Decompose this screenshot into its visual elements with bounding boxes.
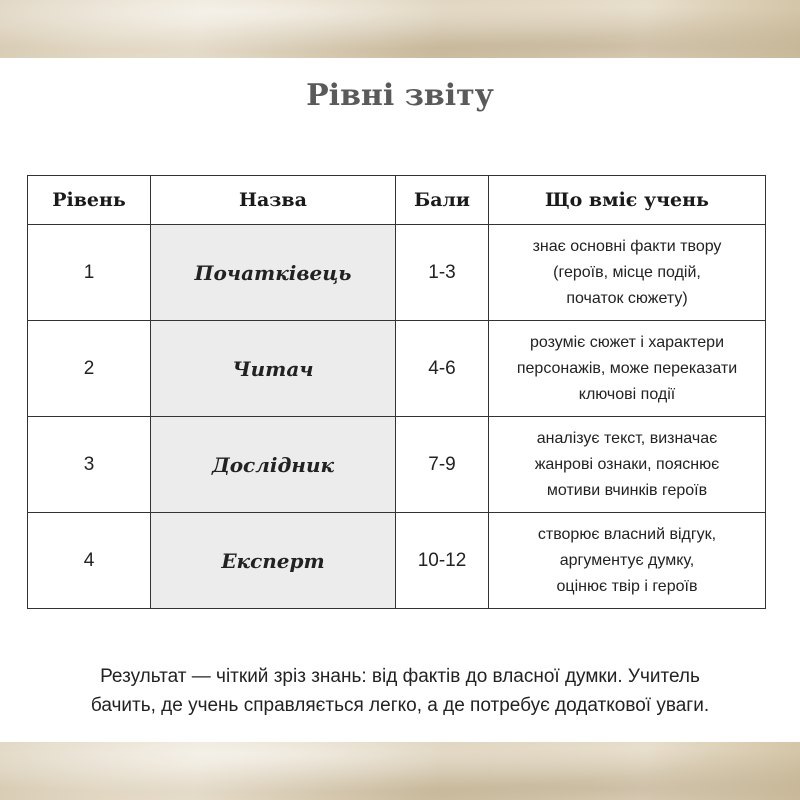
table-row bbox=[28, 417, 766, 513]
skills-cell bbox=[489, 417, 766, 513]
level-name-cell: Початківець bbox=[151, 225, 396, 321]
level-name-cell: Читач bbox=[151, 321, 396, 417]
skills-cell bbox=[489, 225, 766, 321]
points-cell: 1-3 bbox=[396, 225, 489, 321]
level-name-cell: Експерт bbox=[151, 513, 396, 609]
table-header-row bbox=[28, 176, 766, 225]
header-level: Рівень bbox=[28, 176, 151, 225]
header-skills: Що вміє учень bbox=[489, 176, 766, 225]
skills-line: аргументує думку, bbox=[559, 551, 695, 569]
table-row bbox=[28, 321, 766, 417]
decorative-band-bottom bbox=[0, 742, 800, 800]
level-cell: 2 bbox=[28, 321, 151, 417]
points-cell: 7-9 bbox=[396, 417, 489, 513]
skills-cell bbox=[489, 513, 766, 609]
header-points: Бали bbox=[396, 176, 489, 225]
points-cell: 10-12 bbox=[396, 513, 489, 609]
summary-line: Результат — чіткий зріз знань: від фактів до власної думки. Учитель bbox=[100, 666, 700, 687]
skills-line: аналізує текст, визначає bbox=[536, 429, 718, 447]
summary-text bbox=[30, 662, 770, 720]
summary-line: бачить, де учень справляється легко, а де потребує додаткової уваги. bbox=[90, 695, 710, 716]
skills-line: розуміє сюжет і характери bbox=[530, 333, 724, 351]
skills-line: персонажів, може переказати bbox=[516, 359, 738, 377]
table-row bbox=[28, 513, 766, 609]
skills-line: знає основні факти твору bbox=[532, 237, 722, 255]
skills-line: створює власний відгук, bbox=[537, 525, 717, 543]
skills-line: початок сюжету) bbox=[566, 289, 688, 307]
table-row bbox=[28, 225, 766, 321]
skills-line: (героїв, місце подій, bbox=[553, 263, 701, 281]
level-name-cell: Дослідник bbox=[151, 417, 396, 513]
skills-line: ключові події bbox=[578, 385, 676, 403]
points-cell: 4-6 bbox=[396, 321, 489, 417]
decorative-band-top bbox=[0, 0, 800, 58]
skills-line: мотиви вчинків героїв bbox=[546, 481, 708, 499]
skills-line: жанрові ознаки, пояснює bbox=[534, 455, 720, 473]
header-name: Назва bbox=[151, 176, 396, 225]
skills-line: оцінює твір і героїв bbox=[556, 577, 698, 595]
skills-cell bbox=[489, 321, 766, 417]
level-cell: 1 bbox=[28, 225, 151, 321]
level-cell: 3 bbox=[28, 417, 151, 513]
level-cell: 4 bbox=[28, 513, 151, 609]
page-title: Рівні звіту bbox=[306, 78, 494, 113]
levels-table bbox=[27, 175, 766, 609]
